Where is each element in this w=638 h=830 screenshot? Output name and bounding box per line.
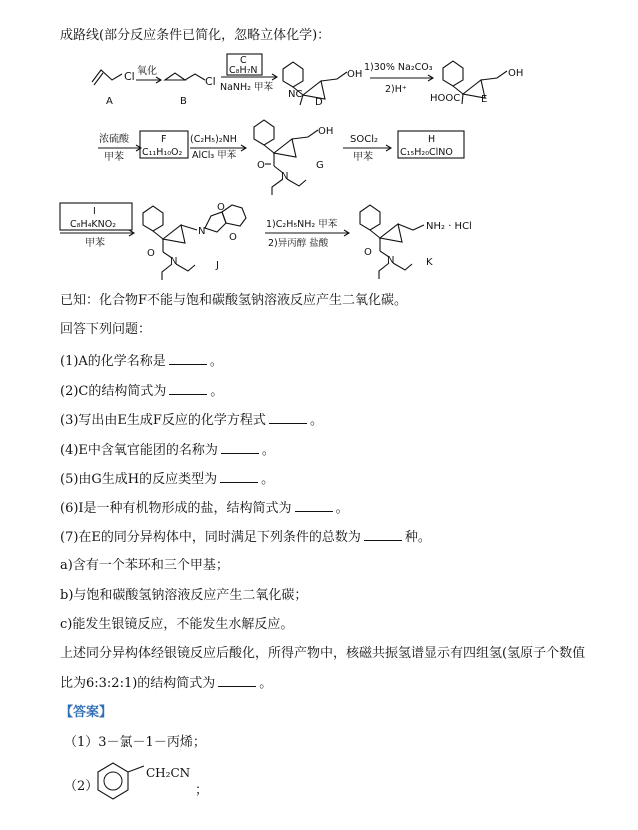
compound-k-structure bbox=[360, 205, 424, 279]
question-3: (3)写出由E生成F反应的化学方程式 。 bbox=[60, 413, 323, 428]
arrow2-condition: NaNH₂ 甲苯 bbox=[220, 82, 274, 93]
c-box-letter: C bbox=[240, 55, 247, 66]
question-2: (2)C的结构简式为 。 bbox=[60, 384, 224, 399]
row3-arrow2-bottom: 2)异丙醇 盐酸 bbox=[268, 238, 329, 249]
arrow3-condition-top: 1)30% Na₂CO₃ bbox=[364, 62, 433, 73]
row2-arrow2-bottom: AlCl₃ 甲苯 bbox=[192, 150, 237, 161]
condition-a: a)含有一个苯环和三个甲基； bbox=[60, 558, 229, 573]
row2-arrow2-top: (C₂H₅)₂NH bbox=[190, 134, 237, 145]
a-cl-label: Cl bbox=[124, 70, 135, 83]
c-box-formula: C₈H₇N bbox=[229, 65, 258, 76]
h-box-formula: C₁₅H₂₀ClNO bbox=[400, 147, 453, 158]
j-n1-label: N bbox=[170, 256, 178, 267]
question-7: (7)在E的同分异构体中，同时满足下列条件的总数为 种。 bbox=[60, 530, 431, 545]
g-o-label: O bbox=[257, 160, 265, 171]
row3-arrow2-top: 1)C₂H₅NH₂ 甲苯 bbox=[266, 219, 338, 230]
row2-arrow1-top: 浓硫酸 bbox=[99, 134, 129, 145]
compound-a-structure bbox=[92, 70, 122, 85]
g-oh-label: OH bbox=[318, 126, 334, 137]
i-box-formula: C₈H₄KNO₂ bbox=[70, 219, 117, 230]
compound-d-label: D bbox=[315, 97, 323, 108]
compound-b-label: B bbox=[180, 96, 187, 107]
row2-arrow3-top: SOCl₂ bbox=[350, 134, 378, 145]
j-n2-label: N bbox=[198, 226, 206, 237]
arrow1-condition: 氧化 bbox=[137, 66, 157, 77]
compound-j-label: J bbox=[216, 260, 219, 271]
answer-2-formula: CH₂CN bbox=[146, 766, 191, 780]
compound-g-structure bbox=[254, 120, 318, 195]
f-box-letter: F bbox=[161, 134, 167, 145]
known-condition: 已知：化合物F不能与饱和碳酸氢钠溶液反应产生二氧化碳。 bbox=[60, 293, 408, 308]
e-cooh-label: HOOC bbox=[430, 93, 461, 104]
k-amine-label: NH₂ · HCl bbox=[426, 221, 472, 232]
d-oh-label: OH bbox=[347, 69, 363, 80]
question-1: (1)A的化学名称是 。 bbox=[60, 354, 223, 369]
f-box-formula: C₁₁H₁₀O₂ bbox=[142, 147, 183, 158]
compound-k-label: K bbox=[426, 257, 433, 268]
j-o1-label: O bbox=[147, 248, 155, 259]
g-n-label: N bbox=[281, 171, 289, 182]
k-o-label: O bbox=[364, 247, 372, 258]
j-o2-label: O bbox=[217, 202, 225, 213]
answer-2-prefix: （2） bbox=[64, 779, 99, 794]
h-box-letter: H bbox=[428, 134, 436, 145]
intro-text: 成路线(部分反应条件已简化，忽略立体化学)： bbox=[60, 28, 331, 43]
compound-a-label: A bbox=[106, 96, 113, 107]
answer-prompt: 回答下列问题： bbox=[60, 322, 152, 337]
row2-arrow3-bottom: 甲苯 bbox=[353, 152, 373, 163]
condition-b: b)与饱和碳酸氢钠溶液反应产生二氧化碳； bbox=[60, 588, 308, 603]
final-question-line2: 比为6:3:2:1)的结构简式为 。 bbox=[60, 676, 273, 691]
e-oh-label: OH bbox=[508, 68, 524, 79]
b-cl-label: Cl bbox=[205, 75, 216, 88]
compound-e-label: E bbox=[481, 94, 488, 105]
row3-arrow1-bottom: 甲苯 bbox=[85, 238, 105, 249]
final-question-line1: 上述同分异构体经银镜反应后酸化，所得产物中，核磁共振氢谱显示有四组氢(氢原子个数值 bbox=[60, 646, 586, 661]
answer-2-benzene-ring bbox=[94, 758, 154, 810]
d-nc-label: NC bbox=[288, 89, 303, 100]
answer-1: （1）3－氯－1－丙烯； bbox=[64, 735, 206, 750]
i-box-letter: I bbox=[93, 206, 96, 217]
arrow3-condition-bottom: 2)H⁺ bbox=[385, 84, 407, 95]
compound-g-label: G bbox=[316, 160, 324, 171]
question-5: (5)由G生成H的反应类型为 。 bbox=[60, 472, 275, 487]
question-6: (6)I是一种有机物形成的盐，结构简式为 。 bbox=[60, 501, 349, 516]
row2-arrow1-bottom: 甲苯 bbox=[104, 152, 124, 163]
question-4: (4)E中含氧官能团的名称为 。 bbox=[60, 443, 275, 458]
j-o3-label: O bbox=[229, 232, 237, 243]
answer-tag: 【答案】 bbox=[60, 705, 113, 720]
compound-b-structure bbox=[165, 73, 205, 80]
answer-2-post: ； bbox=[195, 783, 209, 798]
condition-c: c)能发生银镜反应，不能发生水解反应。 bbox=[60, 617, 294, 632]
k-n-label: N bbox=[387, 255, 395, 266]
reaction-scheme bbox=[0, 0, 638, 300]
